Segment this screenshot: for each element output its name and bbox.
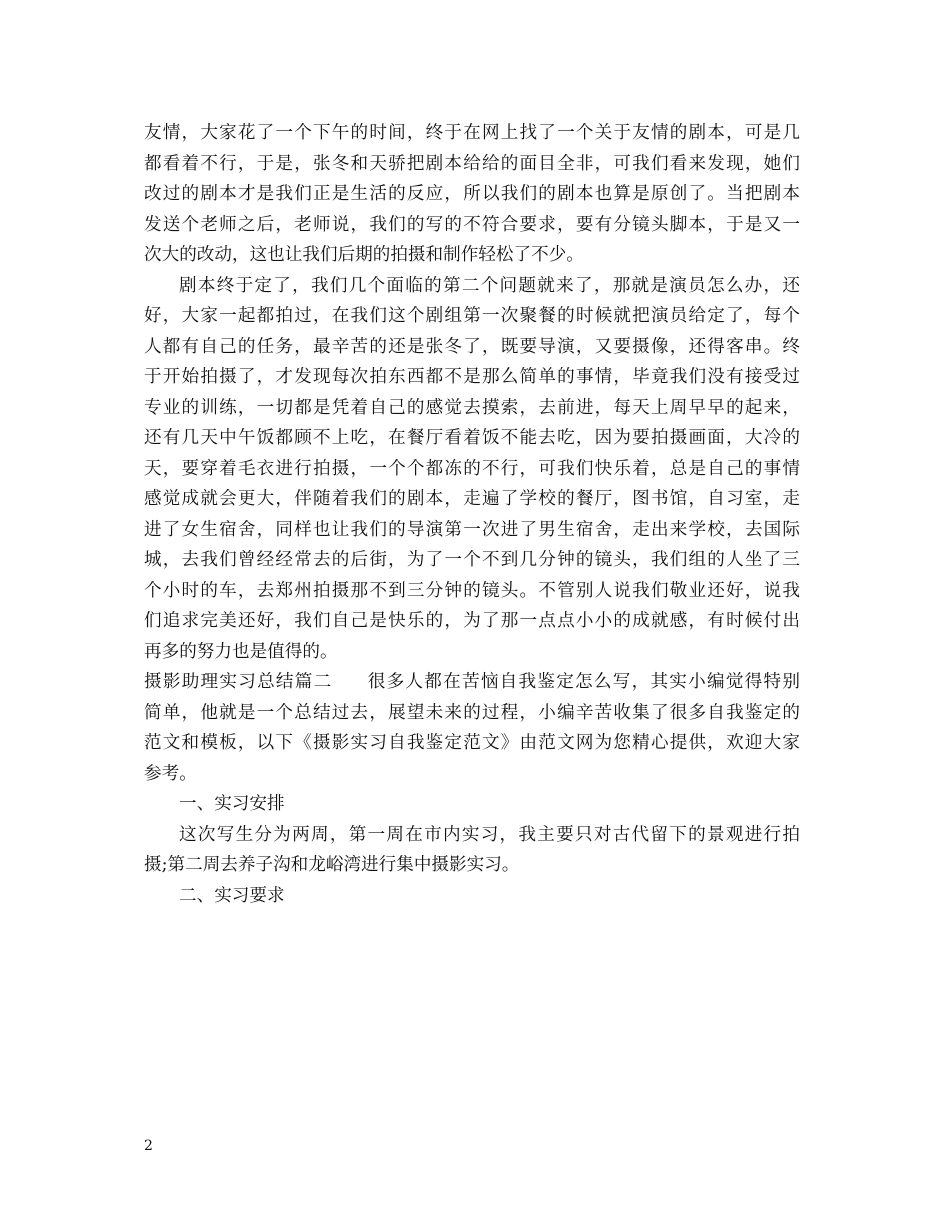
body-text — [144, 118, 800, 911]
text-line: 人都有自己的任务，最辛苦的还是张冬了，既要导演，又要摄像，还得客串。终 — [144, 336, 800, 357]
text-line: 感觉成就会更大，伴随着我们的剧本，走遍了学校的餐厅，图书馆，自习室，走 — [144, 489, 800, 509]
text-line: 这次写生分为两周，第一周在市内实习，我主要只对古代留下的景观进行拍 — [179, 824, 800, 845]
text-line: 简单，他就是一个总结过去，展望未来的过程，小编辛苦收集了很多自我鉴定的 — [144, 702, 800, 723]
subheading: 一、实习安排 — [179, 794, 285, 814]
text-line: 再多的努力也是值得的。 — [144, 641, 338, 662]
text-line: 还有几天中午饭都顾不上吃，在餐厅看着饭不能去吃，因为要拍摄画面，大冷的 — [144, 428, 800, 448]
text-line: 次大的改动，这也让我们后期的拍摄和制作轻松了不少。 — [144, 245, 584, 265]
text-line: 摄;第二周去养子沟和龙峪湾进行集中摄影实习。 — [144, 855, 520, 875]
text-line: 改过的剧本才是我们正是生活的反应，所以我们的剧本也算是原创了。当把剧本 — [144, 184, 800, 204]
text-line: 都看着不行，于是，张冬和天骄把剧本给给的面目全非，可我们看来发现，她们 — [144, 153, 800, 174]
text-line: 们追求完美还好，我们自己是快乐的，为了那一点点小小的成就感，有时候付出 — [144, 611, 800, 631]
section-heading-line — [144, 667, 800, 698]
text-line: 剧本终于定了，我们几个面临的第二个问题就来了，那就是演员怎么办，还 — [179, 275, 800, 296]
section-heading: 摄影助理实习总结篇二 — [144, 672, 333, 692]
paragraph-1 — [144, 118, 800, 271]
text-line: 好，大家一起都拍过，在我们这个剧组第一次聚餐的时候就把演员给定了，每个 — [144, 306, 800, 326]
text-line: 发送个老师之后，老师说，我们的写的不符合要求，要有分镜头脚本，于是又一 — [144, 214, 800, 235]
text-line: 友情，大家花了一个下午的时间，终于在网上找了一个关于友情的剧本，可是几 — [144, 123, 800, 143]
text-line: 专业的训练，一切都是凭着自己的感觉去摸索，去前进，每天上周早早的起来， — [144, 397, 800, 418]
text-line: 天，要穿着毛衣进行拍摄，一个个都冻的不行，可我们快乐着，总是自己的事情 — [144, 458, 800, 479]
paragraph-6 — [144, 881, 800, 912]
paragraph-3 — [144, 667, 800, 789]
paragraph-4 — [144, 789, 800, 820]
text-line: 于开始拍摄了，才发现每次拍东西都不是那么简单的事情，毕竟我们没有接受过 — [144, 367, 800, 387]
paragraph-5 — [144, 820, 800, 881]
text-run: 很多人都在苦恼自我鉴定怎么写，其实小编觉得特别 — [366, 672, 800, 692]
paragraph-2 — [144, 271, 800, 668]
text-line: 个小时的车，去郑州拍摄那不到三分钟的镜头。不管别人说我们敬业还好，说我 — [144, 580, 800, 601]
page-number: 2 — [144, 1138, 153, 1154]
text-line: 范文和模板，以下《摄影实习自我鉴定范文》由范文网为您精心提供，欢迎大家 — [144, 733, 800, 753]
text-line: 参考。 — [144, 763, 197, 784]
subheading: 二、实习要求 — [179, 885, 285, 906]
text-line: 进了女生宿舍，同样也让我们的导演第一次进了男生宿舍，走出来学校，去国际 — [144, 519, 800, 540]
text-line: 城，去我们曾经经常去的后街，为了一个不到几分钟的镜头，我们组的人坐了三 — [144, 550, 800, 570]
